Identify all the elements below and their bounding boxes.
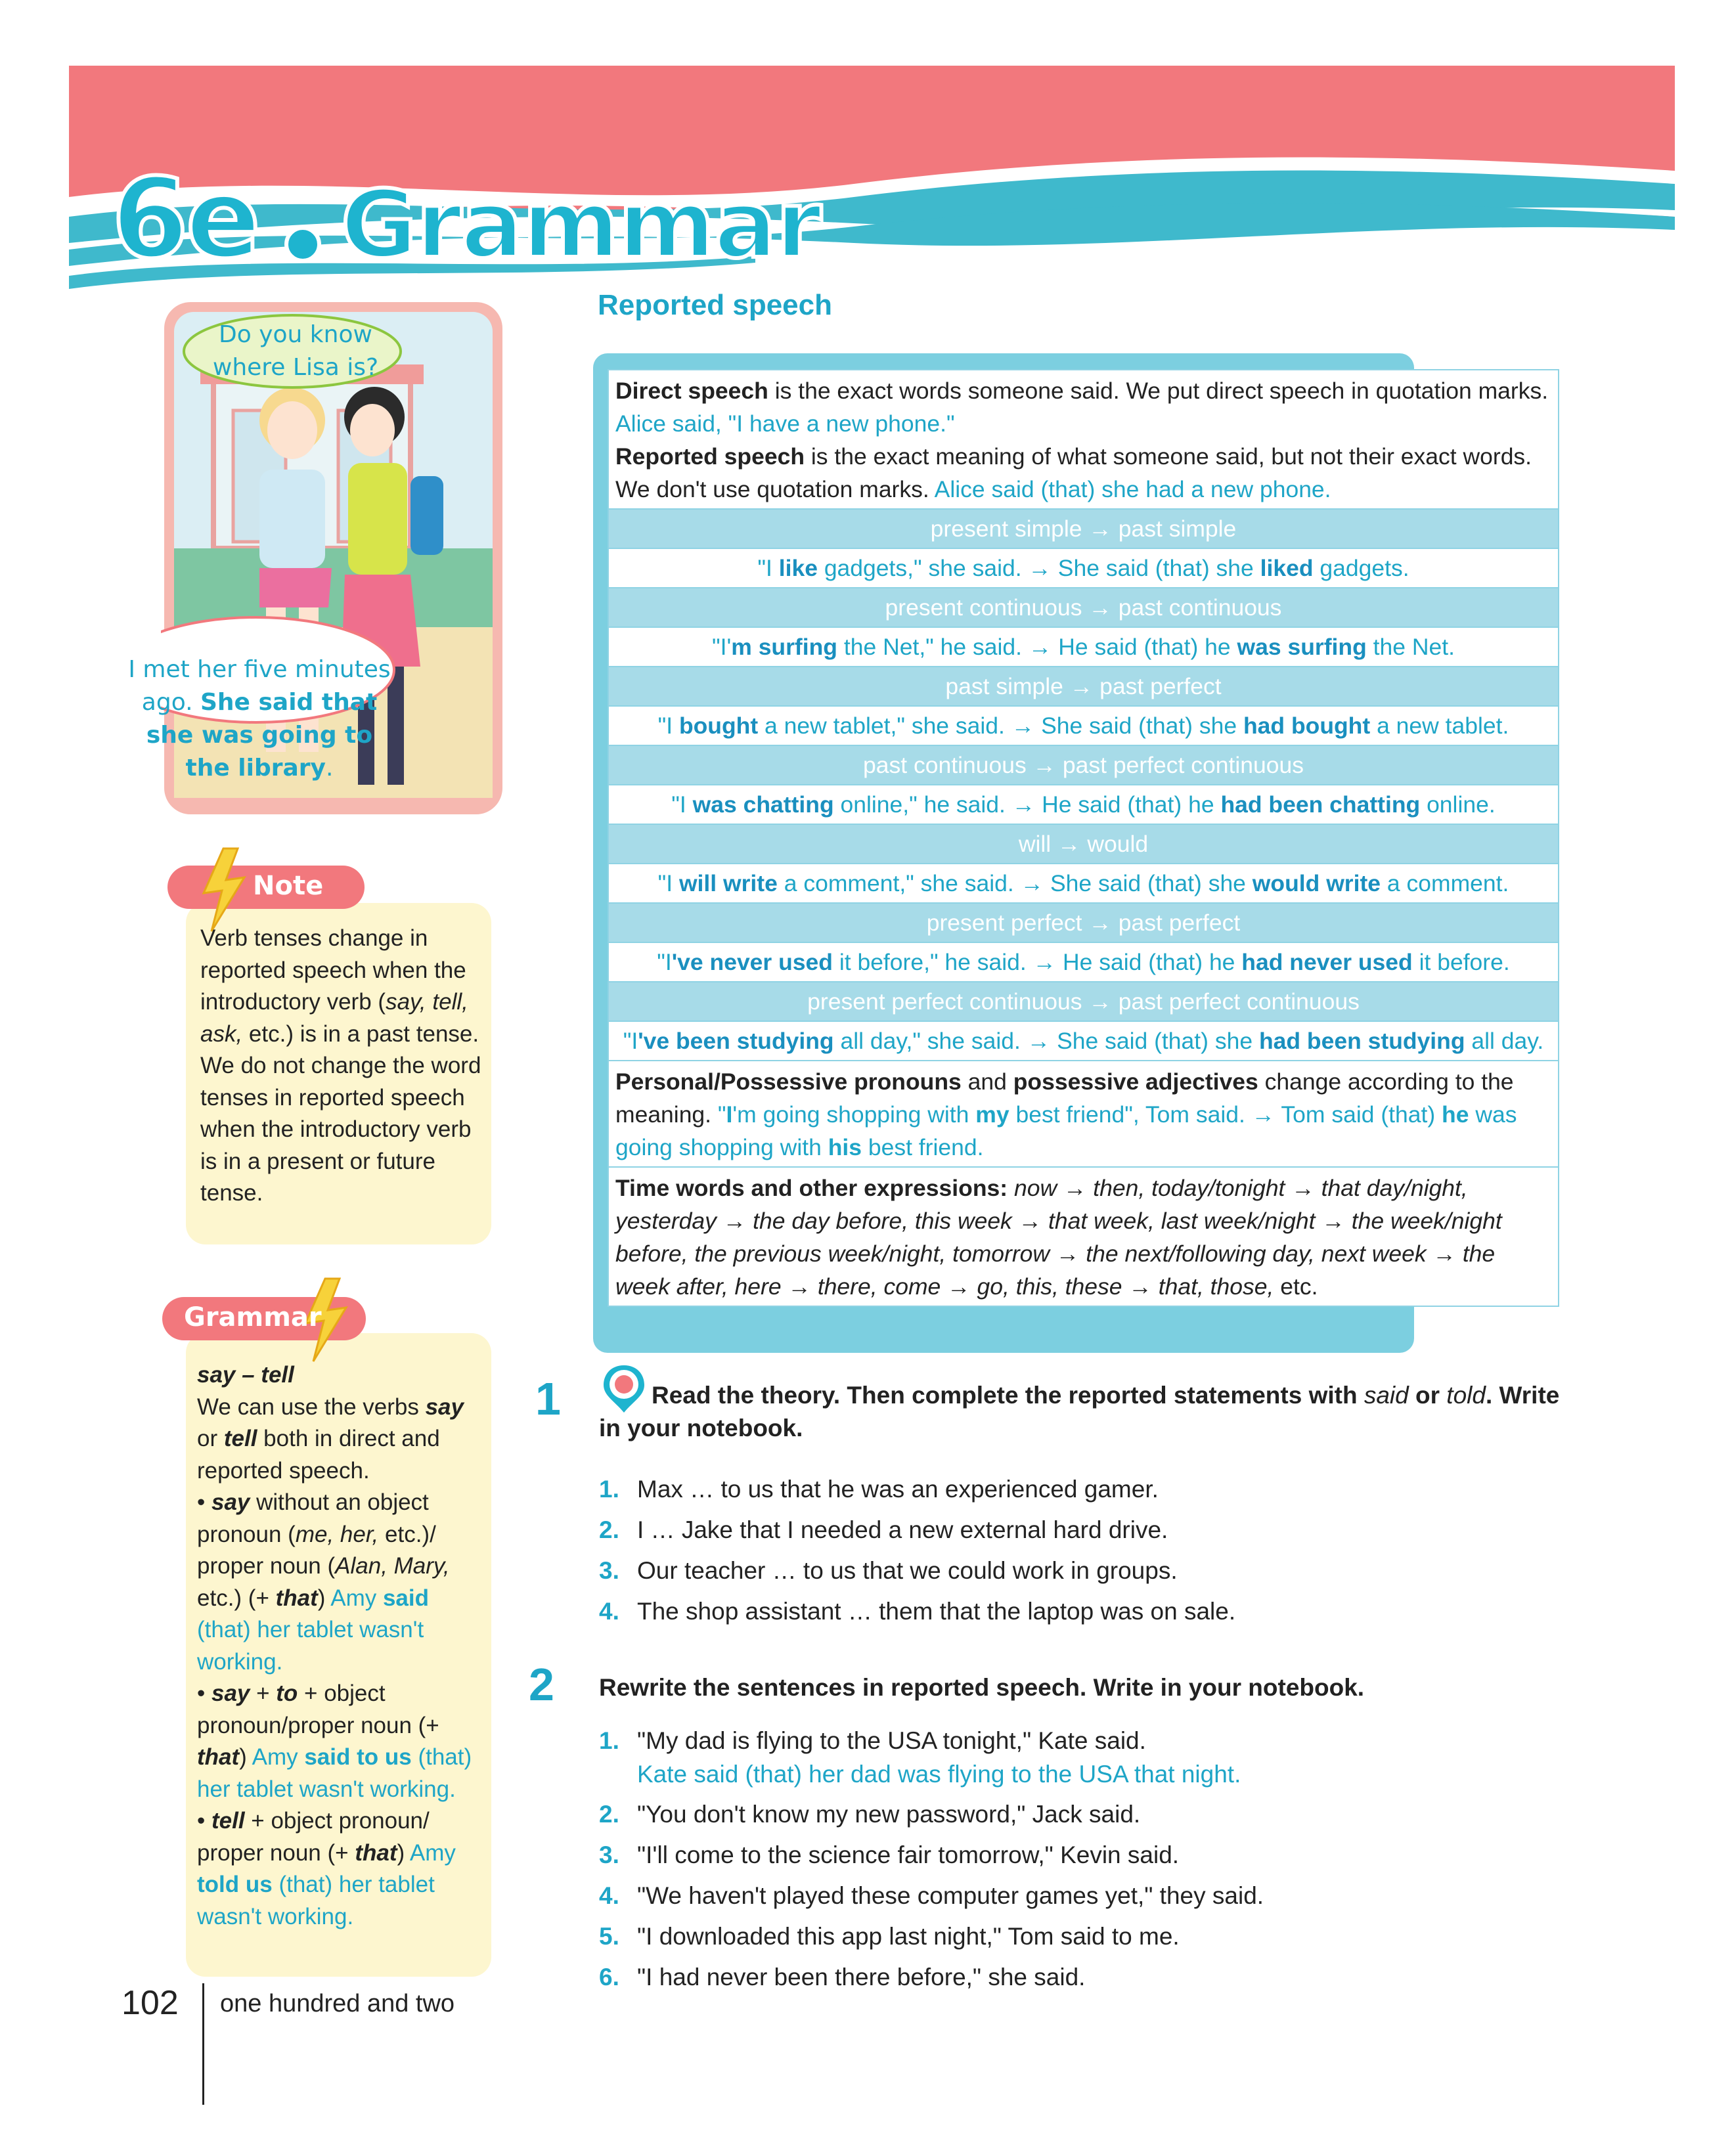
item-number: 3. — [599, 1841, 619, 1868]
pron-ex-i: I — [726, 1101, 733, 1128]
example-text: "I — [657, 949, 672, 975]
section-title: Reported speech — [598, 289, 832, 321]
list-item — [599, 1835, 1264, 1876]
grammar-label: Grammar — [184, 1302, 322, 1332]
example-text: gadgets. — [1313, 555, 1409, 581]
item-number: 3. — [599, 1557, 619, 1584]
lightning-icon — [197, 847, 250, 933]
pron-ex-1: " — [717, 1101, 726, 1128]
item-text: Kate said (that) her dad was flying to the USA that night. — [637, 1761, 1241, 1788]
pron-ex-my: my — [975, 1101, 1009, 1128]
list-item — [599, 1591, 1235, 1632]
speech-bubble-bottom — [128, 653, 391, 785]
b1-ex-2: (that) her tablet wasn't working. — [197, 1617, 424, 1675]
item-number: 4. — [599, 1598, 619, 1625]
pron-ex-5: best friend. — [861, 1134, 984, 1160]
list-item — [599, 1551, 1235, 1591]
item-number: 2. — [599, 1516, 619, 1543]
bubble-bottom-bold: She said that she was going to the library — [146, 689, 378, 781]
ex1-instr-1: Read the theory. Then complete the reported statements with — [652, 1382, 1364, 1409]
reported-speech-example: Alice said (that) she had a new phone. — [934, 476, 1331, 502]
grammar-bullet-2: • say + to + object pronoun/proper noun (+ that) Amy said to us (that) her tablet wasn't working. — [197, 1681, 472, 1802]
pronouns-rule — [609, 1060, 1558, 1166]
b2-ex-1: Amy — [252, 1744, 305, 1770]
reported-speech-text: is the exact meaning of what someone said, but not their exact words. We don't use quotation marks. — [615, 443, 1532, 502]
b1-text: without an object pronoun ( — [197, 1489, 429, 1547]
theory-table — [608, 369, 1559, 1307]
example-key-verb: will write — [678, 870, 778, 896]
item-number: 1. — [599, 1727, 619, 1754]
tense-rule-band: present perfect → past perfect — [609, 902, 1558, 942]
direct-speech-label: Direct speech — [615, 378, 768, 404]
item-number: 4. — [599, 1882, 619, 1909]
item-text: Our teacher … to us that we could work in groups. — [637, 1557, 1178, 1584]
example-key-verb: 've never used — [671, 949, 833, 975]
note-text-verbs: say, tell, ask, — [200, 989, 468, 1047]
b2-ex-key: said to us — [304, 1744, 412, 1770]
pron-ex-his: his — [828, 1134, 862, 1160]
b1-verb: say — [211, 1489, 250, 1515]
b1-pron: me, her, — [295, 1521, 379, 1547]
exercise-1-number: 1 — [535, 1373, 561, 1424]
b3-text2: ) — [397, 1839, 410, 1866]
exercise-2-instruction: Rewrite the sentences in reported speech. Write in your notebook. — [599, 1674, 1365, 1701]
pron-ex-2: 'm going shopping with — [732, 1101, 976, 1128]
tense-example — [609, 863, 1558, 902]
example-answer — [599, 1757, 1264, 1792]
b3-ex-key: told us — [197, 1872, 273, 1897]
list-item — [599, 1957, 1264, 1998]
b1-text4: ) — [317, 1585, 331, 1611]
grammar-intro-3: both in direct and reported speech. — [197, 1426, 440, 1484]
lesson-title-block — [112, 154, 820, 286]
example-key-verb: m surfing — [731, 634, 837, 660]
item-text: The shop assistant … them that the laptop was on sale. — [637, 1598, 1236, 1625]
pron-label-1: Personal/Possessive pronouns — [615, 1068, 962, 1095]
b3-text: + object pronoun/ proper noun (+ — [197, 1808, 430, 1866]
theory-intro — [609, 370, 1558, 508]
b3-ex-2: (that) her tablet wasn't working. — [197, 1872, 435, 1929]
grammar-intro — [197, 1392, 486, 1487]
example-key-verb: bought — [678, 713, 759, 739]
page-number: 102 — [122, 1984, 179, 2022]
tense-rule-band: present simple → past simple — [609, 508, 1558, 548]
note-text-1: Verb tenses change in reported speech when the introductory verb ( — [200, 925, 466, 1015]
tense-rule-band: present continuous → past continuous — [609, 587, 1558, 627]
illustration — [128, 299, 506, 818]
example-key-verb: was chatting — [692, 791, 834, 818]
example-key-verb: like — [778, 555, 818, 581]
item-text: I … Jake that I needed a new external hard drive. — [637, 1516, 1168, 1543]
example-key-verb: had never used — [1241, 949, 1413, 975]
tense-rule-band: present perfect continuous → past perfect continuous — [609, 981, 1558, 1021]
time-etc: etc. — [1274, 1273, 1318, 1300]
b2-verb: say — [211, 1681, 250, 1706]
b3-that: that — [355, 1839, 397, 1866]
pron-ex-3: best friend", Tom said. → Tom said (that) — [1009, 1101, 1442, 1128]
b2-text2: ) — [239, 1744, 252, 1770]
exercise-1-items — [599, 1469, 1235, 1632]
grammar-intro-tell: tell — [223, 1426, 257, 1451]
pron-ex-he: he — [1442, 1101, 1469, 1128]
list-item — [599, 1876, 1264, 1916]
item-number: 1. — [599, 1476, 619, 1503]
lesson-title: Grammar — [340, 171, 821, 279]
b2-plus: + — [250, 1681, 277, 1706]
list-item — [599, 1469, 1235, 1510]
reported-speech-label: Reported speech — [615, 443, 805, 470]
item-text: "I'll come to the science fair tomorrow," Kevin said. — [637, 1841, 1180, 1868]
example-text: "I' — [712, 634, 732, 660]
title-bullet-icon — [284, 226, 321, 263]
example-text: it before," he said. → He said (that) he — [832, 949, 1242, 975]
example-text: "I — [657, 870, 679, 896]
example-text: all day," she said. → She said (that) she — [833, 1028, 1259, 1054]
ex1-instr-or: or — [1408, 1382, 1447, 1409]
tense-example — [609, 705, 1558, 745]
example-text: the Net," he said. → He said (that) he — [837, 634, 1237, 660]
tense-rule-band: will → would — [609, 824, 1558, 863]
example-text: gadgets," she said. → She said (that) she — [817, 555, 1260, 581]
example-text: a new tablet. — [1370, 713, 1509, 739]
grammar-text — [197, 1359, 486, 1933]
example-text: a comment," she said. → She said (that) she — [777, 870, 1253, 896]
list-item — [599, 1510, 1235, 1551]
time-text: now → then, today/tonight → that day/night, yesterday → the day before, this week → that week, last week/night → the week/night before, the previous week/night, tomorrow → the next/following day, next week → the week after, here → there, come → go, this, these → that, those, — [615, 1175, 1502, 1300]
item-text: "You don't know my new password," Jack said. — [637, 1801, 1141, 1828]
tense-example — [609, 627, 1558, 666]
tense-rows — [609, 508, 1558, 1060]
b1-ex-1: Amy — [330, 1585, 383, 1611]
example-key-verb: 've been studying — [638, 1028, 834, 1054]
b2-that: that — [197, 1744, 240, 1770]
example-text: a new tablet," she said. → She said (that) she — [758, 713, 1243, 739]
grammar-bullet-1: • say without an object pronoun (me, her, etc.)/ proper noun (Alan, Mary, etc.) (+ that) Amy said (that) her tablet wasn't working. — [197, 1489, 450, 1675]
b3-ex-1: Amy — [409, 1839, 456, 1866]
direct-speech-example: Alice said, "I have a new phone." — [615, 410, 955, 437]
example-text: "I — [657, 713, 679, 739]
item-text: "We haven't played these computer games yet," they said. — [637, 1882, 1264, 1909]
item-number: 5. — [599, 1923, 619, 1950]
ex1-instr-2: . Write in your notebook. — [599, 1382, 1560, 1441]
grammar-heading: say – tell — [197, 1362, 294, 1388]
list-item — [599, 1916, 1264, 1957]
direct-speech-text: is the exact words someone said. We put direct speech in quotation marks. — [768, 378, 1549, 404]
time-words-rule — [609, 1166, 1558, 1306]
lesson-number: 6e — [112, 154, 258, 283]
tense-rule-band: past simple → past perfect — [609, 666, 1558, 705]
example-text: online," he said. → He said (that) he — [833, 791, 1221, 818]
example-key-verb: had bought — [1243, 713, 1371, 739]
example-text: "I — [623, 1028, 638, 1054]
exercise-2-number: 2 — [529, 1659, 554, 1710]
bubble-bottom-end: . — [326, 755, 334, 781]
item-number: 2. — [599, 1801, 619, 1828]
b1-text3: etc.) (+ — [197, 1585, 276, 1611]
list-item — [599, 1721, 1264, 1761]
page-divider — [202, 1983, 204, 2105]
example-text: "I — [757, 555, 779, 581]
b2-to: to — [276, 1681, 298, 1706]
note-label: Note — [253, 871, 324, 901]
grammar-intro-2: or — [197, 1426, 224, 1451]
note-text — [200, 923, 483, 1210]
ex1-instr-told: told — [1446, 1382, 1486, 1409]
b2-text: + object pronoun/proper noun (+ — [197, 1681, 439, 1738]
b2-ex-2: (that) her tablet wasn't working. — [197, 1744, 472, 1802]
tense-example — [609, 548, 1558, 587]
b1-that: that — [275, 1585, 318, 1611]
item-text: "I had never been there before," she said. — [637, 1964, 1086, 1991]
time-label: Time words and other expressions: — [615, 1175, 1008, 1201]
example-text: it before. — [1412, 949, 1510, 975]
note-text-2: etc.) is in a past tense. We do not change the word tenses in reported speech when the introductory verb is in a present or future tense. — [200, 1021, 481, 1206]
speech-bubble-top: Do you know where Lisa is? — [212, 321, 379, 381]
pron-ex-4: was going shopping with — [615, 1101, 1517, 1160]
tense-example — [609, 1021, 1558, 1060]
b1-text2: etc.)/ proper noun ( — [197, 1521, 436, 1579]
pron-label-2: possessive adjectives — [1013, 1068, 1258, 1095]
pron-and: and — [961, 1068, 1013, 1095]
bubble-bottom-plain: I met her five minutes ago. — [128, 656, 391, 716]
example-text: "I — [671, 791, 693, 818]
b1-names: Alan, Mary, — [335, 1553, 450, 1579]
example-text: the Net. — [1366, 634, 1455, 660]
example-key-verb: was surfing — [1237, 634, 1367, 660]
example-text: a comment. — [1381, 870, 1509, 896]
item-text: "My dad is flying to the USA tonight," Kate said. — [637, 1727, 1146, 1754]
example-key-verb: had been studying — [1258, 1028, 1465, 1054]
tense-example — [609, 784, 1558, 824]
exercise-1-instruction — [599, 1379, 1564, 1445]
item-text: Max … to us that he was an experienced gamer. — [637, 1476, 1159, 1503]
example-key-verb: would write — [1252, 870, 1381, 896]
example-key-verb: had been chatting — [1220, 791, 1421, 818]
example-key-verb: liked — [1260, 555, 1314, 581]
b3-verb: tell — [211, 1808, 245, 1834]
tense-example — [609, 942, 1558, 981]
b1-ex-key: said — [382, 1585, 430, 1611]
tense-rule-band: past continuous → past perfect continuous — [609, 745, 1558, 784]
page-number-words: one hundred and two — [220, 1990, 455, 2017]
grammar-intro-say: say — [425, 1394, 464, 1420]
list-item — [599, 1794, 1264, 1835]
example-text: online. — [1420, 791, 1496, 818]
exercise-2-items — [599, 1721, 1264, 1998]
example-text: all day. — [1465, 1028, 1544, 1054]
item-text: "I downloaded this app last night," Tom said to me. — [637, 1923, 1180, 1950]
ex1-instr-said: said — [1364, 1382, 1409, 1409]
item-number: 6. — [599, 1964, 619, 1991]
grammar-bullet-3: • tell + object pronoun/ proper noun (+ that) Amy told us (that) her tablet wasn't working. — [197, 1808, 456, 1929]
grammar-intro-1: We can use the verbs — [197, 1394, 426, 1420]
pron-text: change according to the meaning. — [615, 1068, 1514, 1128]
